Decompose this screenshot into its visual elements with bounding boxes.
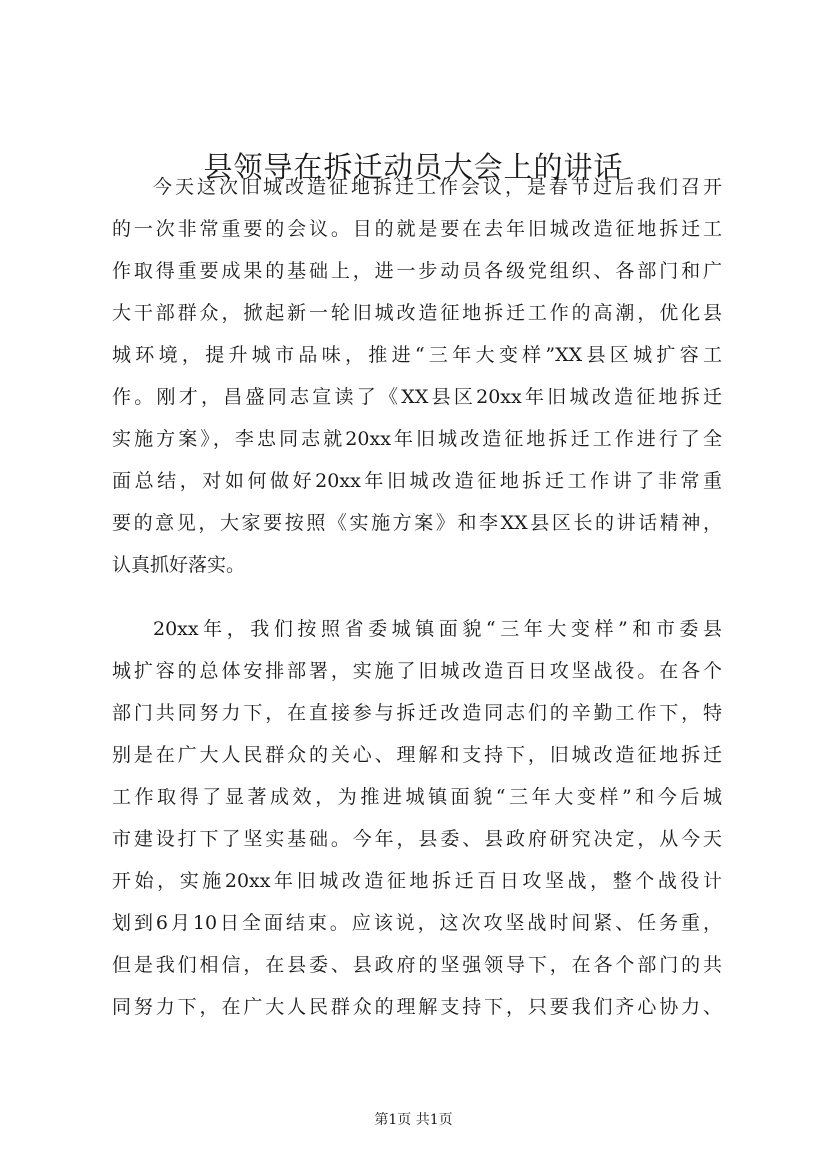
paragraph-line: 部门共同努力下，在直接参与拆迁改造同志们的辛勤工作下，特 [112, 702, 722, 724]
paragraph-line: 作。刚才，昌盛同志宣读了《XX县区20xx年旧城改造征地拆迁 [112, 386, 722, 408]
paragraph-line: 城环境，提升城市品味，推进“三年大变样”XX县区城扩容工 [112, 344, 722, 366]
paragraph-line: 但是我们相信，在县委、县政府的坚强领导下，在各个部门的共 [112, 954, 722, 976]
paragraph-line: 工作取得了显著成效，为推进城镇面貌“三年大变样”和今后城 [112, 786, 722, 808]
paragraph-line: 面总结，对如何做好20xx年旧城改造征地拆迁工作讲了非常重 [112, 470, 722, 492]
paragraph-line: 实施方案》，李忠同志就20xx年旧城改造征地拆迁工作进行了全 [112, 428, 722, 450]
paragraph-line: 今天这次旧城改造征地拆迁工作会议，是春节过后我们召开 [153, 176, 722, 198]
paragraph-line: 20xx年，我们按照省委城镇面貌“三年大变样”和市委县 [153, 618, 722, 640]
paragraph-line: 认真抓好落实。 [112, 554, 246, 576]
paragraph-line: 作取得重要成果的基础上，进一步动员各级党组织、各部门和广 [112, 260, 722, 282]
paragraph-line: 同努力下，在广大人民群众的理解支持下，只要我们齐心协力、 [112, 996, 722, 1018]
paragraph-line: 的一次非常重要的会议。目的就是要在去年旧城改造征地拆迁工 [112, 218, 722, 240]
paragraph-line: 开始，实施20xx年旧城改造征地拆迁百日攻坚战，整个战役计 [112, 870, 722, 892]
paragraph-line: 要的意见，大家要按照《实施方案》和李XX县区长的讲话精神， [112, 512, 722, 534]
paragraph-line: 市建设打下了坚实基础。今年，县委、县政府研究决定，从今天 [112, 828, 722, 850]
paragraph-line: 大干部群众，掀起新一轮旧城改造征地拆迁工作的高潮，优化县 [112, 302, 722, 324]
paragraph-line: 划到6月10日全面结束。应该说，这次攻坚战时间紧、任务重， [112, 912, 722, 934]
paragraph-line: 别是在广大人民群众的关心、理解和支持下，旧城改造征地拆迁 [112, 744, 722, 766]
document-title: 县领导在拆迁动员大会上的讲话 [203, 150, 624, 184]
page-number-footer: 第1页 共1页 [374, 1112, 453, 1128]
paragraph-line: 城扩容的总体安排部署，实施了旧城改造百日攻坚战役。在各个 [112, 660, 722, 682]
